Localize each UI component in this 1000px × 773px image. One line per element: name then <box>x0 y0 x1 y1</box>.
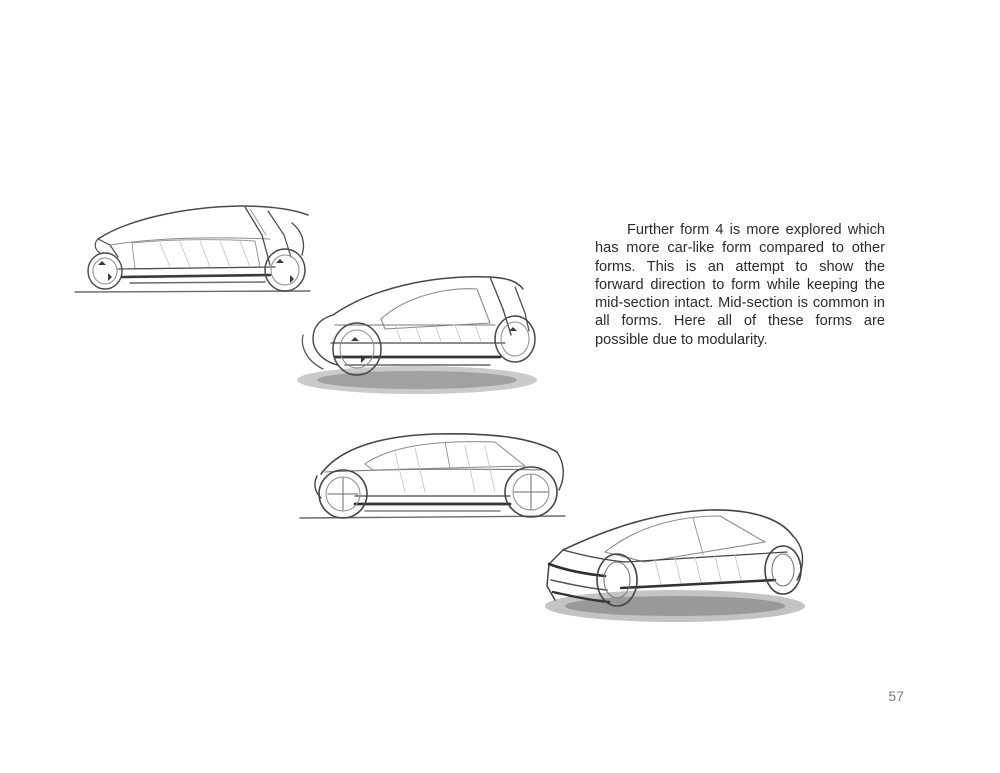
page-number: 57 <box>888 688 904 704</box>
car-sketch-three-quarter-view-1 <box>285 265 555 400</box>
car-sketch-side-view-1 <box>70 195 320 305</box>
car-sketch-three-quarter-view-2 <box>525 500 815 630</box>
body-paragraph: Further form 4 is more explored which has more car-like form compared to other forms. This is an attempt to show the forward direction to form while keeping the mid-section intact. Mid-section is common in all forms. Here all of these forms are possible due to modularity. <box>595 222 885 348</box>
